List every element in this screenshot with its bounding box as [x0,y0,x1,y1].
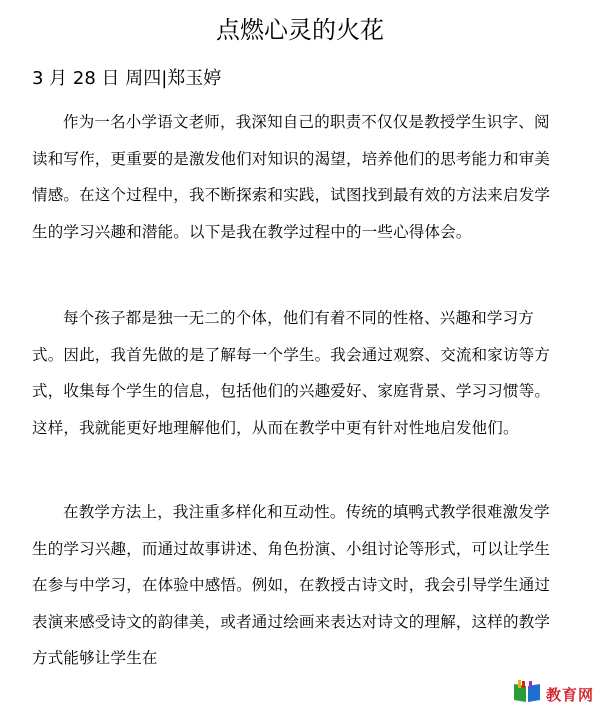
document-title: 点燃心灵的火花 [216,16,384,44]
book-logo-icon [512,680,542,708]
paragraph-1: 作为一名小学语文老师，我深知自己的职责不仅仅是教授学生识字、阅读和写作，更重要的是激发他们对知识的渴望，培养他们的思考能力和审美情感。在这个过程中，我不断探索和实践，试图找到最有效的方法来启发学生的学习兴趣和潜能。以下是我在教学过程中的一些心得体会。 [32,113,551,241]
date-author-line: 3 月 28 日 周四|郑玉婷 [32,68,222,89]
watermark-logo [512,680,594,708]
watermark-text: 教育网 [545,685,594,704]
paragraph-3: 在教学方法上，我注重多样化和互动性。传统的填鸭式教学很难激发学生的学习兴趣，而通过故事讲述、角色扮演、小组讨论等形式，可以让学生在参与中学习，在体验中感悟。例如，在教授古诗文时，我会引导学生通过表演来感受诗文的韵律美，或者通过绘画来表达对诗文的理解，这样的教学方式能够让学生在 [32,503,551,667]
paragraph-2: 每个孩子都是独一无二的个体，他们有着不同的性格、兴趣和学习方式。因此，我首先做的是了解每一个学生。我会通过观察、交流和家访等方式，收集每个学生的信息，包括他们的兴趣爱好、家庭背景、学习习惯等。这样，我就能更好地理解他们，从而在教学中更有针对性地启发他们。 [32,309,551,437]
